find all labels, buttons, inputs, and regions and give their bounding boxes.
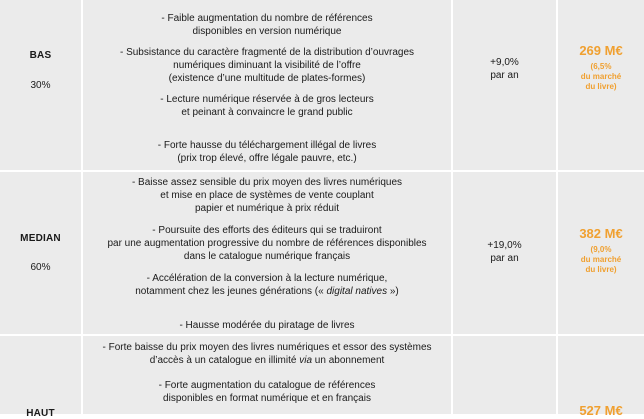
scenario-probability: 60%: [30, 262, 51, 273]
hypothesis-item: - Lecture numérique réservée à de gros lecteurs et peinant à convaincre le grand public: [160, 94, 374, 118]
hypothesis-item: - Hausse modérée du piratage de livres: [179, 320, 355, 331]
scenario-cell: [0, 0, 81, 170]
hypotheses-cell: [83, 172, 451, 334]
market-value: 527 M€: [579, 403, 623, 418]
growth-rate: +9,0% par an: [490, 57, 519, 81]
hypothesis-item: - Accélération de la conversion à la lecture numérique, notamment chez les jeunes générations (« digital natives »): [135, 273, 399, 297]
scenario-label: MEDIAN: [20, 233, 61, 244]
scenario-label: HAUT: [26, 408, 55, 419]
hypothesis-item: - Baisse assez sensible du prix moyen des livres numériques et mise en place de systèmes de vente couplant papier et numérique à prix réduit: [131, 177, 403, 214]
market-cell: [558, 336, 644, 418]
market-share: (6,5% du marché du livre): [580, 62, 622, 91]
hypothesis-item: - Forte augmentation du catalogue de références disponibles en format numérique et en français: [158, 380, 376, 404]
market-share: (9,0% du marché du livre): [580, 245, 622, 274]
table-row-bas: [0, 0, 644, 170]
hypotheses-cell: [83, 0, 451, 170]
hypothesis-item: - Forte hausse du téléchargement illégal de livres (prix trop élevé, offre légale pauvre, etc.): [157, 140, 377, 164]
growth-cell: [453, 172, 556, 334]
scenario-cell: [0, 172, 81, 334]
table-row-median: [0, 172, 644, 334]
scenario-label: BAS: [29, 50, 52, 61]
hypothesis-item: - Subsistance du caractère fragmenté de la distribution d’ouvrages numériques diminuant la visibilité de l’offre (existence d’une multitude de plates-formes): [119, 47, 415, 84]
growth-cell: [453, 0, 556, 170]
scenario-probability: 30%: [30, 80, 51, 91]
hypothesis-item: - Forte baisse du prix moyen des livres numériques et essor des systèmes d’accès à un catalogue en illimité via un abonnement: [102, 342, 432, 366]
table-row-haut: [0, 336, 644, 419]
hypothesis-item: - Poursuite des efforts des éditeurs qui se traduiront par une augmentation progressive du nombre de références disponibles dans le catalogue numérique français: [107, 225, 427, 262]
market-cell: [558, 0, 644, 170]
growth-cell: [453, 336, 556, 414]
market-value: 269 M€: [579, 43, 623, 58]
market-value: 382 M€: [579, 226, 623, 241]
growth-rate: +19,0% par an: [487, 240, 522, 264]
market-cell: [558, 172, 644, 334]
hypothesis-item: - Faible augmentation du nombre de références disponibles en version numérique: [161, 13, 373, 37]
hypotheses-cell: [83, 336, 451, 414]
scenario-cell: [0, 336, 81, 419]
